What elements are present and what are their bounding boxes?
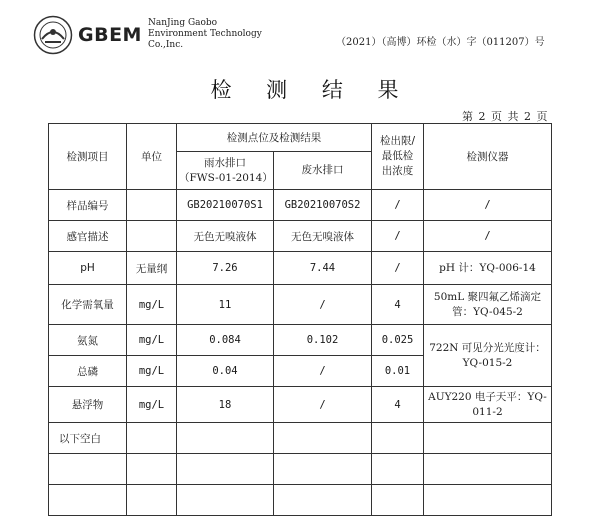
cell-empty — [127, 485, 177, 516]
cell-limit — [372, 423, 424, 454]
cell-item: 氨氮 — [49, 325, 127, 356]
cell-value-point1: 无色无嗅液体 — [177, 221, 274, 252]
cell-item: 悬浮物 — [49, 387, 127, 423]
cell-limit: 0.01 — [372, 356, 424, 387]
cell-item: pH — [49, 252, 127, 285]
cell-unit: mg/L — [127, 356, 177, 387]
cell-value-point1: 18 — [177, 387, 274, 423]
cell-value-point2 — [274, 423, 372, 454]
header-limit-line: 检出限/ — [379, 135, 416, 147]
cell-value-point2: 0.102 — [274, 325, 372, 356]
cell-limit: 0.025 — [372, 325, 424, 356]
header-instrument: 检测仪器 — [424, 124, 552, 190]
cell-unit: mg/L — [127, 387, 177, 423]
table-row — [49, 325, 552, 356]
company-line: NanJing Gaobo — [148, 18, 218, 28]
header-limit — [372, 124, 424, 190]
cell-limit: 4 — [372, 285, 424, 325]
company-name — [148, 18, 262, 51]
cell-value-point1: 0.084 — [177, 325, 274, 356]
cell-value-point2: / — [274, 285, 372, 325]
cell-empty — [372, 454, 424, 485]
cell-value-point1: 0.04 — [177, 356, 274, 387]
cell-item: 感官描述 — [49, 221, 127, 252]
cell-value-point1 — [177, 423, 274, 454]
cell-instrument: / — [424, 190, 552, 221]
cell-empty — [127, 454, 177, 485]
cell-limit: / — [372, 221, 424, 252]
cell-item: 样品编号 — [49, 190, 127, 221]
cell-value-point2: 7.44 — [274, 252, 372, 285]
header-item: 检测项目 — [49, 124, 127, 190]
header-points-group: 检测点位及检测结果 — [177, 124, 372, 152]
cell-empty — [274, 454, 372, 485]
header-point1 — [177, 152, 274, 190]
header-point1-code: （FWS-01-2014） — [179, 171, 273, 184]
table-row — [49, 423, 552, 454]
cell-empty — [49, 485, 127, 516]
cell-instrument: pH 计：YQ-006-14 — [424, 252, 552, 285]
cell-empty — [49, 454, 127, 485]
cell-item: 以下空白 — [49, 423, 127, 454]
cell-empty — [177, 485, 274, 516]
cell-value-point2: / — [274, 387, 372, 423]
cell-empty — [274, 485, 372, 516]
cell-value-point2: / — [274, 356, 372, 387]
results-table — [48, 123, 552, 516]
cell-unit: 无量纲 — [127, 252, 177, 285]
company-seal-icon — [33, 15, 73, 55]
table-row — [49, 190, 552, 221]
table-row — [49, 252, 552, 285]
header-limit-line: 最低检 — [381, 150, 414, 162]
header-limit-line: 出浓度 — [381, 165, 414, 177]
cell-empty — [372, 485, 424, 516]
table-row-empty — [49, 485, 552, 516]
cell-empty — [177, 454, 274, 485]
cell-item: 化学需氧量 — [49, 285, 127, 325]
cell-instrument: 722N 可见分光光度计：YQ-015-2 — [424, 325, 552, 387]
cell-unit: mg/L — [127, 285, 177, 325]
cell-unit: mg/L — [127, 325, 177, 356]
cell-limit: / — [372, 190, 424, 221]
cell-instrument: 50mL 聚四氟乙烯滴定管：YQ-045-2 — [424, 285, 552, 325]
cell-empty — [424, 454, 552, 485]
logo-wordmark: GBEM — [78, 24, 142, 46]
header-point2: 废水排口 — [274, 152, 372, 190]
table-row — [49, 221, 552, 252]
company-line: Environment Technology — [148, 29, 262, 39]
cell-item: 总磷 — [49, 356, 127, 387]
page-title: 检 测 结 果 — [210, 78, 413, 102]
cell-value-point1: 7.26 — [177, 252, 274, 285]
table-row — [49, 285, 552, 325]
cell-value-point2: GB20210070S2 — [274, 190, 372, 221]
cell-empty — [424, 485, 552, 516]
cell-value-point1: GB20210070S1 — [177, 190, 274, 221]
table-row-empty — [49, 454, 552, 485]
cell-unit — [127, 221, 177, 252]
cell-unit — [127, 190, 177, 221]
cell-instrument: AUY220 电子天平：YQ-011-2 — [424, 387, 552, 423]
cell-instrument — [424, 423, 552, 454]
document-number: （2021）（高博）环检（水）字（011207）号 — [336, 37, 545, 48]
cell-limit: / — [372, 252, 424, 285]
cell-value-point1: 11 — [177, 285, 274, 325]
table-header-row — [49, 124, 552, 152]
cell-limit: 4 — [372, 387, 424, 423]
report-header — [0, 0, 609, 72]
company-line: Co.,Inc. — [148, 40, 184, 50]
cell-value-point2: 无色无嗅液体 — [274, 221, 372, 252]
cell-unit — [127, 423, 177, 454]
cell-instrument: / — [424, 221, 552, 252]
table-row — [49, 387, 552, 423]
header-unit: 单位 — [127, 124, 177, 190]
page-number: 第 2 页 共 2 页 — [462, 110, 549, 123]
header-point1-name: 雨水排口 — [204, 156, 246, 169]
